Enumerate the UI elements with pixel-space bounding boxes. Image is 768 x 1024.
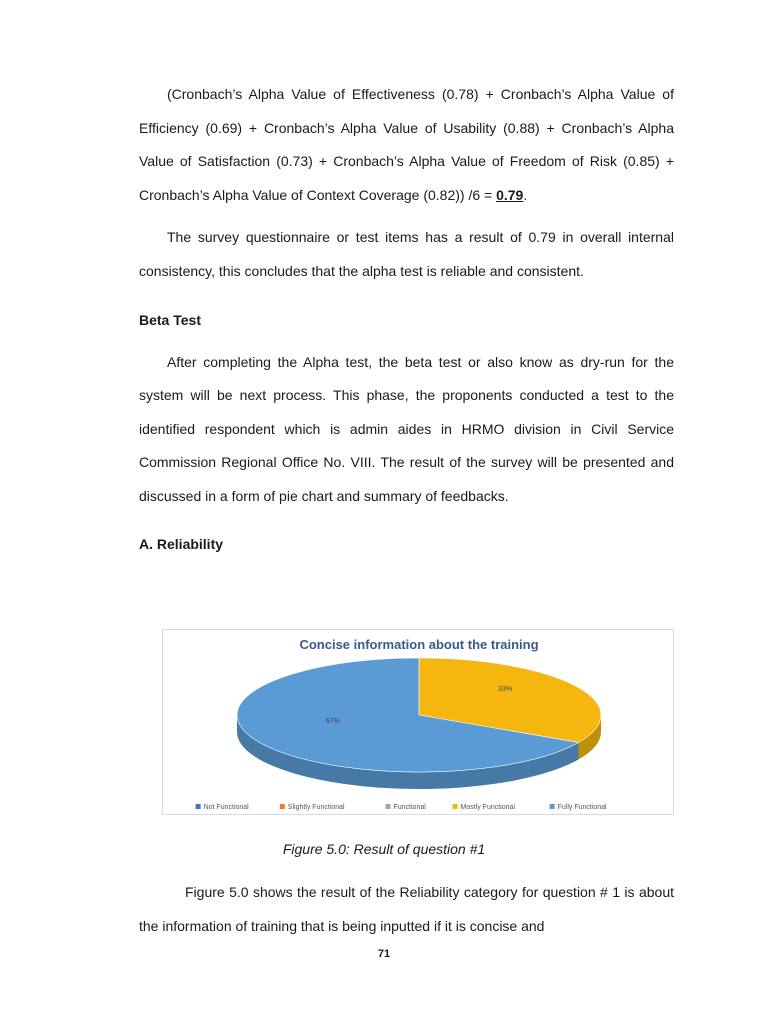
alpha-formula-paragraph: [139, 78, 674, 212]
legend-label: Slightly Functional: [287, 804, 345, 811]
pie-data-label: 33%: [498, 686, 513, 694]
legend-swatch: [386, 804, 391, 809]
beta-test-paragraph: After completing the Alpha test, the beta test or also know as dry-run for the system will be next process. This phase, the proponents conducted a test to the identified respondent which is admin aides in HRMO division in Civil Service Commission Regional Office No. VIII. The result of the survey will be presented and discussed in a form of pie chart and summary of feedbacks.: [139, 353, 674, 504]
pie-data-label: 67%: [325, 717, 340, 725]
legend-label: Fully Functional: [557, 804, 607, 811]
legend-swatch: [550, 804, 555, 809]
formula-result: 0.79: [496, 186, 524, 203]
beta-test-heading: Beta Test: [139, 311, 201, 328]
page-number: 71: [377, 948, 391, 960]
legend-swatch: [453, 804, 458, 809]
formula-end: .: [523, 186, 528, 203]
formula-text: (Cronbach’s Alpha Value of Effectiveness (0.78) + Cronbach’s Alpha Value of Efficiency (0.69) + Cronbach’s Alpha Value of Usability (0.88) + Cronbach’s Alpha Value of Satisfaction (0.73) + Cronbach’s Alpha Value of Freedom of Risk (0.85) + Cronbach’s Alpha Value of Context Coverage (0.82)) /6 =: [139, 86, 674, 203]
pie-group: [237, 658, 601, 789]
chart-legend: [196, 804, 607, 811]
document-page: [139, 78, 674, 554]
consistency-paragraph: The survey questionnaire or test items has a result of 0.79 in overall internal consistency, this concludes that the alpha test is reliable and consistent.: [139, 229, 674, 279]
pie-chart-svg: [163, 630, 673, 814]
chart-title: Concise information about the training: [299, 637, 539, 652]
reliability-heading: A. Reliability: [139, 535, 224, 552]
figure-caption: Figure 5.0: Result of question #1: [282, 841, 486, 857]
legend-swatch: [196, 804, 201, 809]
legend-label: Mostly Functional: [460, 804, 515, 811]
legend-label: Not Functional: [203, 804, 249, 811]
legend-swatch: [280, 804, 285, 809]
pie-chart: [162, 629, 674, 815]
legend-label: Functional: [393, 804, 426, 811]
after-chart-section: [139, 876, 674, 943]
figure-description-paragraph: Figure 5.0 shows the result of the Reliability category for question # 1 is about the information of training that is being inputted if it is concise and: [139, 884, 674, 934]
